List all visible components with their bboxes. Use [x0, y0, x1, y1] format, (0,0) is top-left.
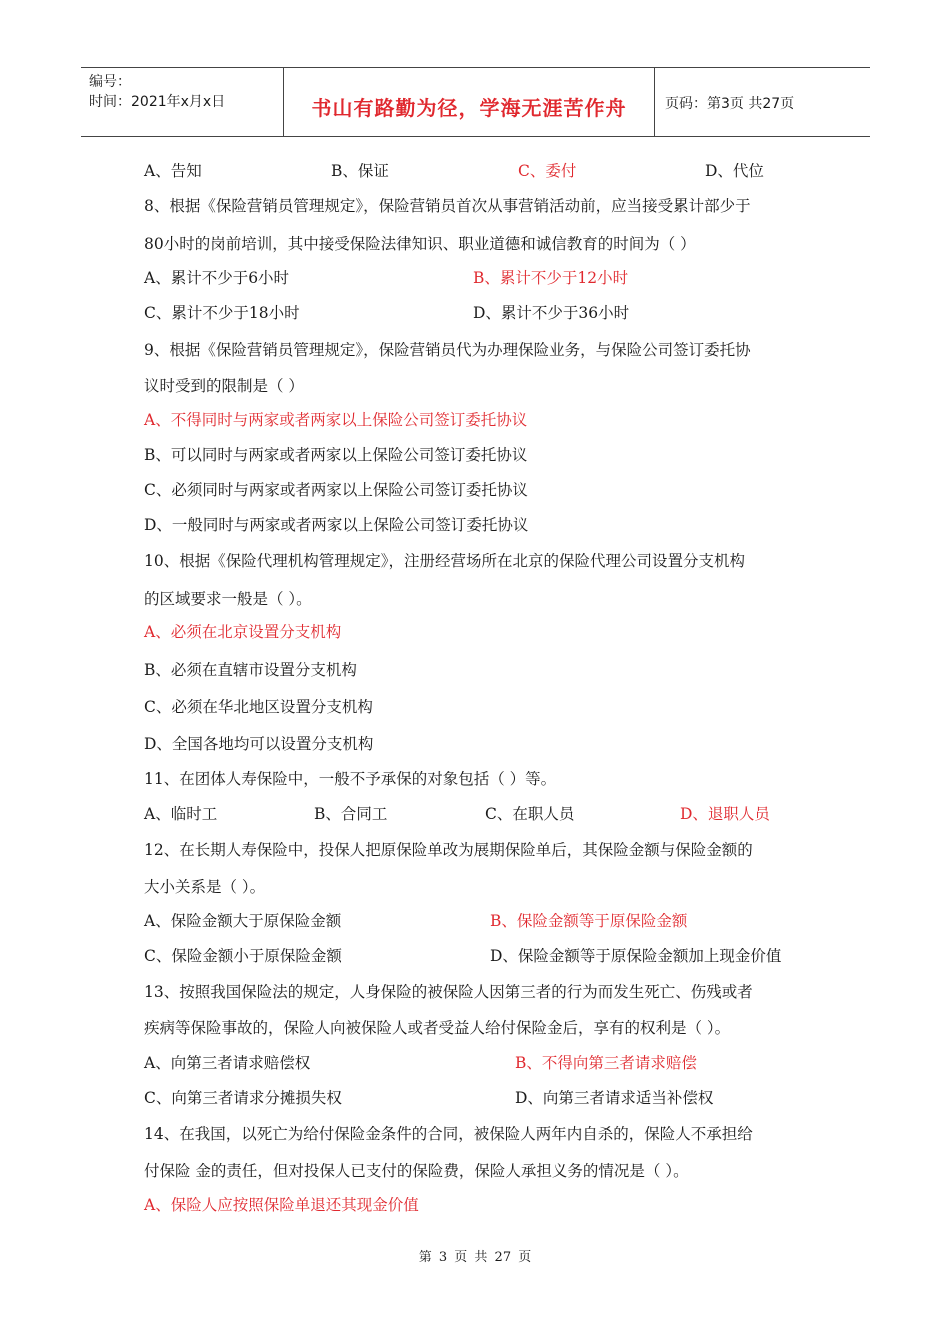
q9-option-c: C、必须同时与两家或者两家以上保险公司签订委托协议: [144, 481, 528, 499]
header-page-cell: [655, 68, 870, 136]
q7-option-b: B、保证: [331, 162, 389, 180]
q13-option-a: A、向第三者请求赔偿权: [144, 1054, 311, 1072]
q9-option-a-answer: A、不得同时与两家或者两家以上保险公司签订委托协议: [144, 411, 528, 429]
q11-option-b: B、合同工: [314, 805, 388, 823]
q10-text-line1: 10、根据《保险代理机构管理规定》，注册经营场所在北京的保险代理公司设置分支机构: [144, 552, 745, 570]
page-footer: 第 3 页 共 27 页: [418, 1250, 532, 1265]
motto: 书山有路勤为径，学海无涯苦作舟: [311, 96, 627, 120]
page-code: 页码：第3页 共27页: [665, 96, 795, 112]
time-label: 时间：2021年x月x日: [89, 94, 226, 110]
q8-option-b-answer: B、累计不少于12小时: [473, 269, 629, 287]
q10-option-a-answer: A、必须在北京设置分支机构: [144, 623, 342, 641]
q12-option-c: C、保险金额小于原保险金额: [144, 947, 342, 965]
q13-text-line1: 13、按照我国保险法的规定，人身保险的被保险人因第三者的行为而发生死亡、伤残或者: [144, 983, 753, 1001]
q12-text-line2: 大小关系是（ ）。: [144, 878, 266, 896]
q8-option-a: A、累计不少于6小时: [144, 269, 290, 287]
q12-option-a: A、保险金额大于原保险金额: [144, 912, 342, 930]
number-label: 编号：: [89, 74, 131, 90]
header-info-cell: [81, 68, 284, 136]
q10-option-b: B、必须在直辖市设置分支机构: [144, 661, 357, 679]
q8-text-line2: 80小时的岗前培训，其中接受保险法律知识、职业道德和诚信教育的时间为（ ）: [144, 235, 696, 253]
q10-option-d: D、全国各地均可以设置分支机构: [144, 735, 374, 753]
page-header: [81, 67, 870, 137]
q13-option-d: D、向第三者请求适当补偿权: [515, 1089, 714, 1107]
q13-text-line2: 疾病等保险事故的，保险人向被保险人或者受益人给付保险金后，享有的权利是（ ）。: [144, 1019, 731, 1037]
q8-text-line1: 8、根据《保险营销员管理规定》，保险营销员首次从事营销活动前，应当接受累计部少于: [144, 197, 751, 215]
q7-option-a: A、告知: [144, 162, 202, 180]
q14-text-line2: 付保险 金的责任，但对投保人已支付的保险费，保险人承担义务的情况是（ ）。: [144, 1162, 689, 1180]
q12-text-line1: 12、在长期人寿保险中，投保人把原保险单改为展期保险单后，其保险金额与保险金额的: [144, 841, 753, 859]
q7-option-c-answer: C、委付: [518, 162, 577, 180]
q8-option-c: C、累计不少于18小时: [144, 304, 300, 322]
q14-text-line1: 14、在我国，以死亡为给付保险金条件的合同，被保险人两年内自杀的，保险人不承担给: [144, 1125, 753, 1143]
q10-text-line2: 的区域要求一般是（ ）。: [144, 590, 312, 608]
q9-option-d: D、一般同时与两家或者两家以上保险公司签订委托协议: [144, 516, 529, 534]
q11-option-d-answer: D、退职人员: [680, 805, 770, 823]
header-motto-cell: [284, 68, 655, 136]
q12-option-d: D、保险金额等于原保险金额加上现金价值: [490, 947, 782, 965]
q12-option-b-answer: B、保险金额等于原保险金额: [490, 912, 688, 930]
q11-option-a: A、临时工: [144, 805, 218, 823]
q9-text-line1: 9、根据《保险营销员管理规定》，保险营销员代为办理保险业务，与保险公司签订委托协: [144, 341, 751, 359]
q11-text-line1: 11、在团体人寿保险中，一般不予承保的对象包括（ ）等。: [144, 770, 557, 788]
q13-option-b-answer: B、不得向第三者请求赔偿: [515, 1054, 697, 1072]
q7-option-d: D、代位: [705, 162, 764, 180]
q10-option-c: C、必须在华北地区设置分支机构: [144, 698, 373, 716]
q8-option-d: D、累计不少于36小时: [473, 304, 630, 322]
q14-option-a-answer: A、保险人应按照保险单退还其现金价值: [144, 1196, 419, 1214]
q11-option-c: C、在职人员: [485, 805, 575, 823]
q9-text-line2: 议时受到的限制是（ ）: [144, 377, 304, 395]
q13-option-c: C、向第三者请求分摊损失权: [144, 1089, 342, 1107]
q9-option-b: B、可以同时与两家或者两家以上保险公司签订委托协议: [144, 446, 528, 464]
